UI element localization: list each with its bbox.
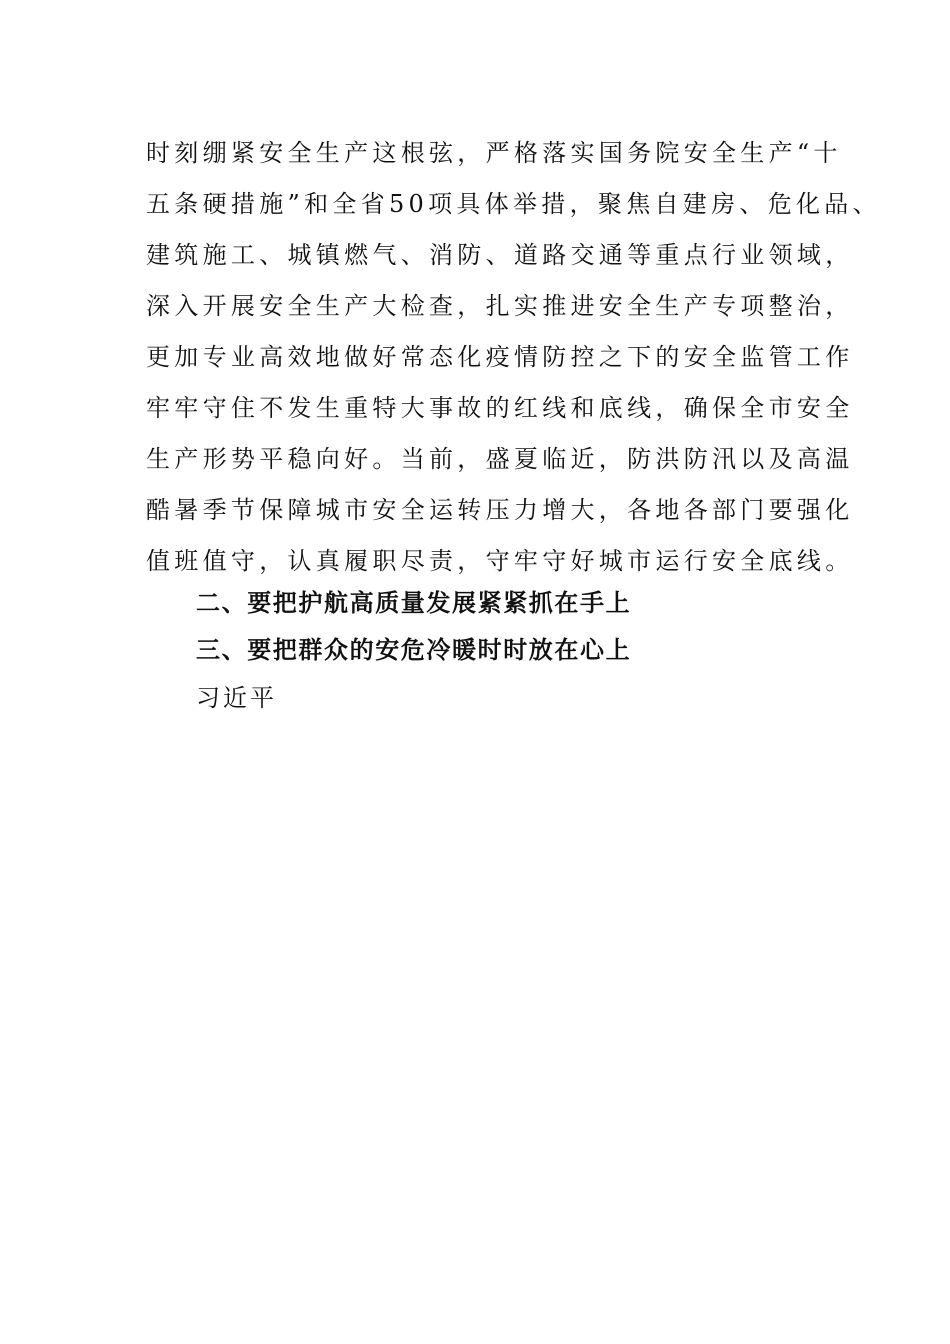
paragraph-line: 建筑施工、城镇燃气、消防、道路交通等重点行业领域， (146, 241, 854, 269)
section-heading-3: 三、要把群众的安危冷暖时时放在心上 (196, 636, 632, 664)
paragraph-line: 五条硬措施”和全省50项具体举措，聚焦自建房、危化品、 (146, 190, 881, 218)
paragraph-line: 值班值守，认真履职尽责，守牢守好城市运行安全底线。 (146, 547, 854, 575)
paragraph-line: 更加专业高效地做好常态化疫情防控之下的安全监管工作 (146, 343, 854, 371)
paragraph-line: 牢牢守住不发生重特大事故的红线和底线，确保全市安全 (146, 394, 854, 422)
paragraph-line: 生产形势平稳向好。当前，盛夏临近，防洪防汛以及高温 (146, 445, 854, 473)
paragraph-line: 酷暑季节保障城市安全运转压力增大，各地各部门要强化 (146, 496, 854, 524)
body-paragraph (146, 128, 881, 587)
paragraph-line: 时刻绷紧安全生产这根弦，严格落实国务院安全生产“十 (146, 139, 842, 167)
author-signature: 习近平 (196, 684, 277, 712)
section-heading-2: 二、要把护航高质量发展紧紧抓在手上 (196, 589, 632, 617)
paragraph-line: 深入开展安全生产大检查，扎实推进安全生产专项整治， (146, 292, 854, 320)
